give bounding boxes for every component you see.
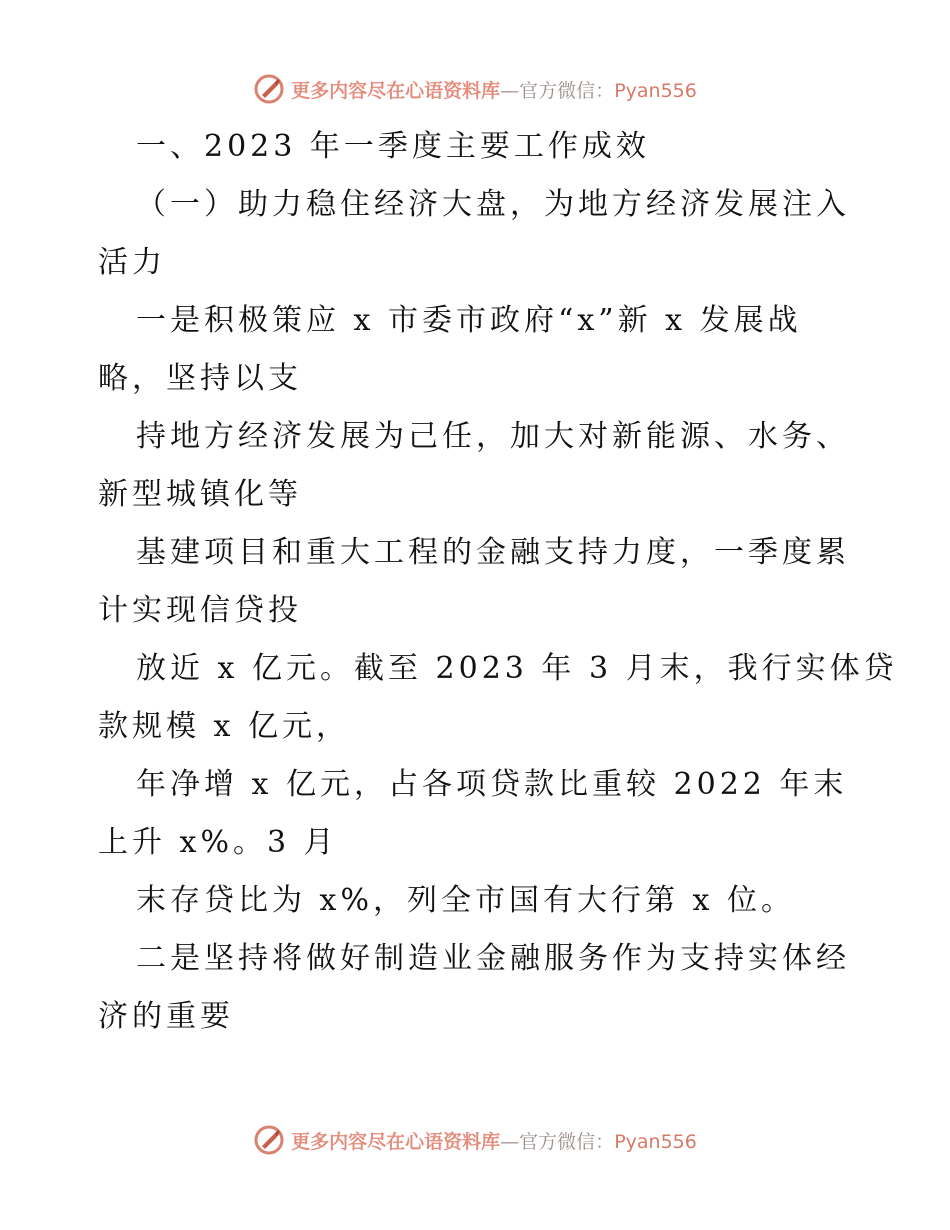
text-line: 计实现信贷投: [98, 593, 302, 628]
logo-icon: [253, 1124, 285, 1156]
text-line: 款规模 x 亿元，: [98, 709, 350, 744]
text-line: 新型城镇化等: [98, 477, 302, 512]
document-body: [98, 118, 898, 1046]
text-line: 持地方经济发展为己任，加大对新能源、水务、: [136, 419, 850, 454]
logo-icon: [253, 73, 285, 105]
text-line: 略，坚持以支: [98, 361, 302, 396]
text-line: 基建项目和重大工程的金融支持力度，一季度累: [136, 535, 850, 570]
text-line: 二是坚持将做好制造业金融服务作为支持实体经: [136, 941, 850, 976]
text-line: 放近 x 亿元。截至 2023 年 3 月末，我行实体贷: [136, 651, 898, 686]
watermark-text: 更多内容尽在心语资料库—官方微信：Pyan556: [291, 1130, 697, 1153]
section-heading: 一、2023 年一季度主要工作成效: [136, 129, 650, 164]
text-line: 年净增 x 亿元，占各项贷款比重较 2022 年末: [136, 767, 848, 802]
text-line: 末存贷比为 x%，列全市国有大行第 x 位。: [136, 883, 795, 918]
header-watermark: [0, 72, 950, 106]
text-line: 济的重要: [98, 999, 234, 1034]
footer-watermark: [0, 1123, 950, 1157]
text-line: 一是积极策应 x 市委市政府“x”新 x 发展战: [136, 303, 802, 338]
watermark-text: 更多内容尽在心语资料库—官方微信：Pyan556: [291, 79, 697, 102]
text-line: 上升 x%。3 月: [98, 825, 338, 860]
text-line: 活力: [98, 245, 166, 280]
subsection-heading: （一）助力稳住经济大盘，为地方经济发展注入: [136, 187, 850, 222]
